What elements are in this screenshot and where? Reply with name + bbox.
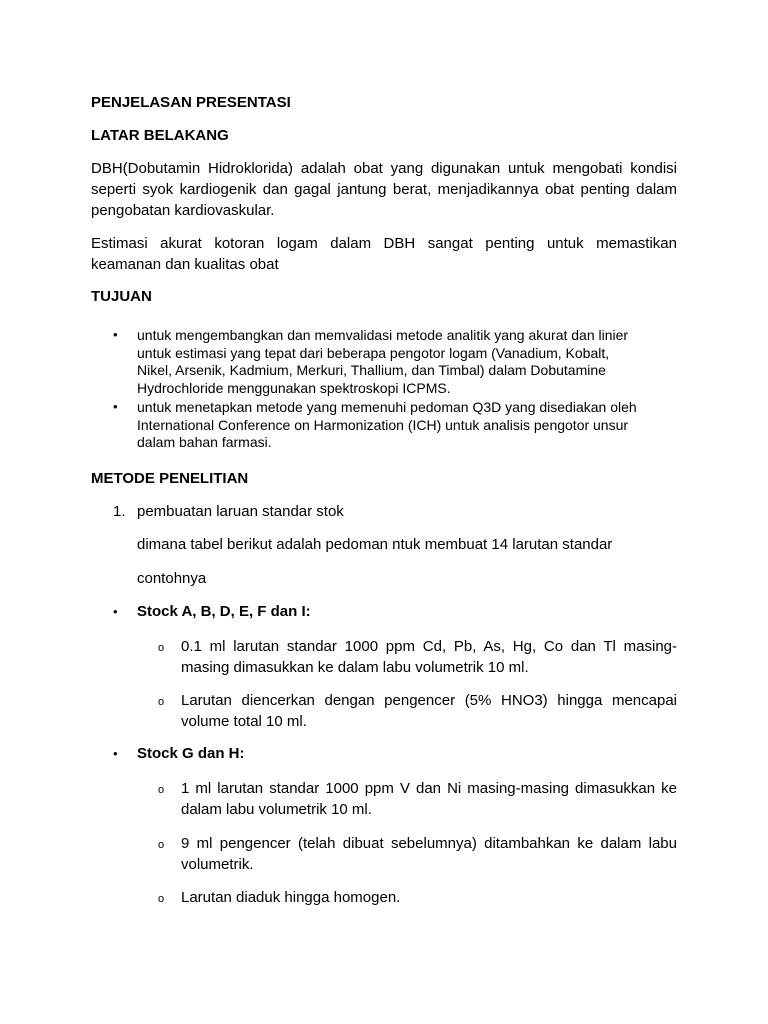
stock2-item-1: [181, 778, 677, 820]
section-heading-tujuan: TUJUAN: [91, 288, 152, 305]
text-line: Larutan diencerkan dengan pengencer (5% HNO3) hingga mencapai: [181, 692, 677, 709]
text-line: volumetrik.: [181, 856, 254, 873]
bullet-icon: •: [113, 746, 118, 761]
text-line: Larutan diaduk hingga homogen.: [181, 889, 401, 906]
stock1-item-2: [181, 690, 677, 732]
step-number: 1.: [113, 503, 126, 520]
text-line: untuk menetapkan metode yang memenuhi pedoman Q3D yang disediakan oleh: [137, 399, 637, 415]
step-note: contohnya: [137, 570, 207, 587]
circle-bullet-icon: o: [158, 696, 165, 708]
text-line: masing dimasukkan ke dalam labu volumetrik 10 ml.: [181, 659, 529, 676]
bullet-icon: •: [113, 399, 118, 414]
text-line: volume total 10 ml.: [181, 713, 307, 730]
stock2-item-3: [181, 887, 677, 908]
text-line: International Conference on Harmonization (ICH) untuk analisis pengotor unsur: [137, 416, 629, 433]
text-line: dalam labu volumetrik 10 ml.: [181, 801, 372, 818]
step-note: dimana tabel berikut adalah pedoman ntuk membuat 14 larutan standar: [137, 536, 613, 553]
tujuan-item-1: [137, 327, 682, 397]
circle-bullet-icon: o: [158, 839, 165, 851]
paragraph-latar-1: [91, 158, 677, 221]
circle-bullet-icon: o: [158, 893, 165, 905]
text-line: seperti syok kardiogenik dan gagal jantung berat, menjadikannya obat penting dalam: [91, 181, 677, 198]
text-line: Estimasi akurat kotoran logam dalam DBH sangat penting untuk memastikan: [91, 235, 677, 252]
stock2-item-2: [181, 833, 677, 875]
text-line: keamanan dan kualitas obat: [91, 256, 279, 273]
section-heading-metode: METODE PENELITIAN: [91, 470, 249, 487]
text-line: 0.1 ml larutan standar 1000 ppm Cd, Pb, As, Hg, Co dan Tl masing-: [181, 638, 677, 655]
stock-label: Stock A, B, D, E, F dan I:: [137, 603, 311, 620]
text-line: Nikel, Arsenik, Kadmium, Merkuri, Thallium, dan Timbal) dalam Dobutamine: [137, 362, 606, 379]
text-line: DBH(Dobutamin Hidroklorida) adalah obat yang digunakan untuk mengobati kondisi: [91, 160, 677, 177]
stock1-item-1: [181, 636, 677, 678]
stock-label: Stock G dan H:: [137, 745, 245, 762]
document-title: PENJELASAN PRESENTASI: [91, 94, 291, 111]
circle-bullet-icon: o: [158, 642, 165, 654]
bullet-icon: •: [113, 604, 118, 619]
text-line: Hydrochloride menggunakan spektroskopi ICPMS.: [137, 379, 451, 396]
text-line: untuk estimasi yang tepat dari beberapa pengotor logam (Vanadium, Kobalt,: [137, 344, 610, 361]
circle-bullet-icon: o: [158, 784, 165, 796]
section-heading-latar-belakang: LATAR BELAKANG: [91, 127, 229, 144]
paragraph-latar-2: [91, 233, 677, 275]
bullet-icon: •: [113, 327, 118, 342]
tujuan-item-2: [137, 399, 682, 452]
text-line: dalam bahan farmasi.: [137, 434, 272, 451]
text-line: pengobatan kardiovaskular.: [91, 202, 275, 219]
text-line: untuk mengembangkan dan memvalidasi metode analitik yang akurat dan linier: [137, 327, 629, 343]
text-line: 9 ml pengencer (telah dibuat sebelumnya) ditambahkan ke dalam labu: [181, 835, 677, 852]
text-line: 1 ml larutan standar 1000 ppm V dan Ni masing-masing dimasukkan ke: [181, 780, 677, 797]
step-text: pembuatan laruan standar stok: [137, 503, 344, 520]
